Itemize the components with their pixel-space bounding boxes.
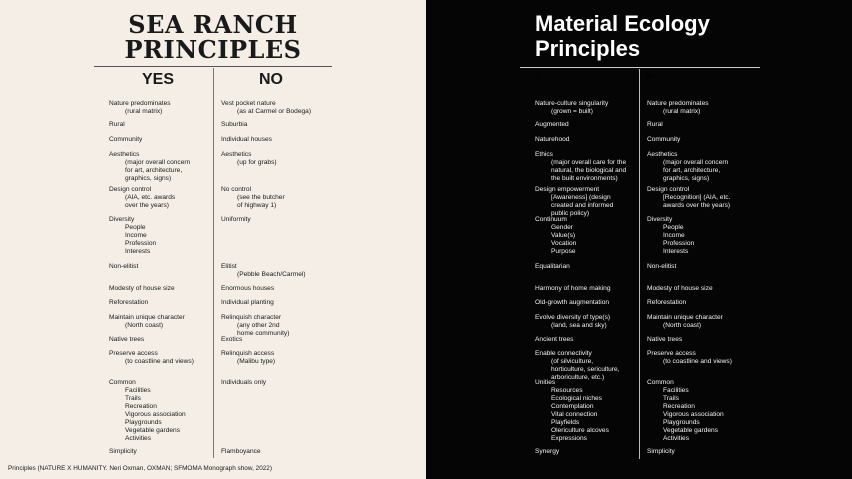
principle-item <box>221 263 306 279</box>
principle-label: Relinquish character <box>221 314 282 321</box>
principle-label: Nature predominates <box>647 100 709 107</box>
principle-detail: Vegetable gardens <box>663 427 718 434</box>
principle-item <box>647 448 675 456</box>
principle-detail: horticulture, sericulture, <box>551 366 620 373</box>
principle-item <box>109 299 148 307</box>
principle-detail: Vigorous association <box>663 411 724 418</box>
principle-item <box>221 186 285 210</box>
material-ecology-column-divider <box>639 69 640 459</box>
principle-item <box>647 285 713 293</box>
principle-label: Relinquish access <box>221 350 275 357</box>
principle-item <box>109 100 171 116</box>
principle-item <box>535 136 569 144</box>
principle-detail: (up for grabs) <box>237 159 277 166</box>
principle-item <box>535 379 609 443</box>
principle-detail: (any other 2nd <box>237 322 280 329</box>
principle-label: Rural <box>647 121 663 128</box>
principle-item <box>647 350 732 366</box>
principle-detail: for art, architecture, <box>663 167 721 174</box>
principle-item <box>221 299 274 307</box>
principle-detail: (rural matrix) <box>125 108 163 115</box>
principle-label: Design control <box>109 186 152 193</box>
principle-label: Old-growth augmentation <box>535 299 610 306</box>
principle-detail: Interests <box>663 248 689 255</box>
principle-detail: natural, the biological and <box>551 167 627 174</box>
principle-detail: Facilities <box>125 387 151 394</box>
principle-item <box>109 263 138 271</box>
principle-label: Evolve diversity of type(s) <box>535 314 611 321</box>
principle-item <box>109 336 144 344</box>
principle-label: Maintain unique character <box>647 314 723 321</box>
principle-detail: (North coast) <box>125 322 164 329</box>
principle-detail: Ecological niches <box>551 395 602 402</box>
principle-detail: Trails <box>125 395 141 402</box>
sea-ranch-title-line1: SEA RANCH <box>128 10 298 39</box>
principle-label: Vest pocket nature <box>221 100 276 107</box>
principle-detail: created and informed <box>551 202 614 209</box>
principle-detail: People <box>663 224 684 231</box>
principle-label: Simplicity <box>647 448 675 455</box>
principle-label: Synergy <box>535 448 560 455</box>
principle-label: Nature-culture singularity <box>535 100 609 107</box>
principle-detail: awards over the years) <box>663 202 731 209</box>
principle-label: Diversity <box>109 216 135 223</box>
principle-detail: Purpose <box>551 248 576 255</box>
principle-label: Augmented <box>535 121 569 128</box>
principle-item <box>221 448 261 456</box>
principle-detail: arboriculture, etc.) <box>551 374 605 381</box>
y-header: Y <box>535 73 540 80</box>
material-ecology-title-line1: Material Ecology <box>535 11 710 36</box>
principle-detail: Profession <box>125 240 157 247</box>
principle-detail: (Pebble Beach/Carmel) <box>237 271 306 278</box>
principle-detail: Activities <box>125 435 152 442</box>
principle-detail: Recreation <box>663 403 695 410</box>
principle-detail: of highway 1) <box>237 202 277 209</box>
yes-header: YES <box>142 71 175 88</box>
principle-label: Non-elitist <box>109 263 139 270</box>
principle-item <box>647 216 694 256</box>
principle-label: Nature predominates <box>109 100 171 107</box>
principle-detail: graphics, signs) <box>125 175 172 182</box>
sea-ranch-divider <box>94 66 332 67</box>
principle-label: Individual planting <box>221 299 274 306</box>
principle-item <box>647 336 682 344</box>
principle-item <box>109 136 142 144</box>
principle-item <box>647 136 680 144</box>
principle-detail: (land, sea and sky) <box>551 322 607 329</box>
principle-detail: for art, architecture, <box>125 167 183 174</box>
principle-item <box>109 216 156 256</box>
principle-detail: Resources <box>551 387 583 394</box>
principle-label: Aesthetics <box>221 151 252 158</box>
sea-ranch-column-divider <box>213 68 214 458</box>
principle-detail: (major overall care for the <box>551 159 627 166</box>
principle-detail: Gender <box>551 224 573 231</box>
principle-item <box>535 121 569 129</box>
principle-item <box>221 121 247 129</box>
principle-item <box>221 285 274 293</box>
principle-label: Preserve access <box>109 350 158 357</box>
principle-item <box>109 314 185 330</box>
principle-item <box>221 216 251 224</box>
principle-detail: [Awareness] (design <box>551 194 611 201</box>
principle-item <box>221 136 272 144</box>
principle-detail: Playfields <box>551 419 580 426</box>
principle-item <box>535 285 611 293</box>
principle-detail: (of silviculture, <box>551 358 594 365</box>
principle-item <box>535 448 559 456</box>
principle-item <box>535 336 573 344</box>
principle-detail: (North coast) <box>663 322 702 329</box>
principle-detail: [Recognition] (AIA, etc. <box>663 194 731 201</box>
principle-item <box>647 151 728 183</box>
principle-detail: (rural matrix) <box>663 108 701 115</box>
principle-label: Community <box>109 136 143 143</box>
principle-label: Modesty of house size <box>109 285 175 292</box>
principle-detail: over the years) <box>125 202 169 209</box>
principle-detail: (to coastline and views) <box>663 358 732 365</box>
principle-label: Exotics <box>221 336 243 343</box>
principle-item <box>535 216 576 256</box>
principle-label: Aesthetics <box>647 151 678 158</box>
principle-item <box>109 285 175 293</box>
principle-item <box>109 350 194 366</box>
principle-detail: Vital connection <box>551 411 598 418</box>
principle-item <box>109 448 137 456</box>
principle-detail: Vegetable gardens <box>125 427 180 434</box>
principle-item <box>647 379 724 443</box>
principle-label: Harmony of home making <box>535 285 611 292</box>
principle-item <box>221 350 275 366</box>
principle-label: Continuum <box>535 216 567 223</box>
principle-detail: Activities <box>663 435 690 442</box>
principle-label: Diversity <box>647 216 673 223</box>
principle-label: Enormous houses <box>221 285 275 292</box>
principle-detail: (Malibu type) <box>237 358 276 365</box>
principle-label: Common <box>647 379 674 386</box>
principle-label: Reforestation <box>647 299 687 306</box>
principle-detail: (grown = built) <box>551 108 593 115</box>
principle-label: Preserve access <box>647 350 696 357</box>
principle-label: Rural <box>109 121 125 128</box>
principle-detail: Recreation <box>125 403 157 410</box>
principle-item <box>221 151 277 167</box>
principle-detail: Facilities <box>663 387 689 394</box>
principle-label: Equalitarian <box>535 263 570 270</box>
principle-label: Naturehood <box>535 136 570 143</box>
n-header: N <box>647 73 653 80</box>
principle-item <box>647 314 723 330</box>
principle-detail: (major overall concern <box>125 159 191 166</box>
principle-detail: Contemplation <box>551 403 594 410</box>
principle-detail: Olericulture alcoves <box>551 427 609 434</box>
principle-label: Community <box>647 136 681 143</box>
principle-detail: public policy) <box>551 210 590 217</box>
principle-item <box>535 186 613 218</box>
principle-detail: Income <box>663 232 685 239</box>
principle-detail: (to coastline and views) <box>125 358 194 365</box>
principle-label: Modesty of house size <box>647 285 713 292</box>
principle-item <box>535 350 620 382</box>
principle-label: Reforestation <box>109 299 149 306</box>
principle-item <box>221 314 289 338</box>
principle-item <box>109 151 190 183</box>
principle-label: Maintain unique character <box>109 314 185 321</box>
principle-label: Individual houses <box>221 136 272 143</box>
principle-detail: Vocation <box>551 240 577 247</box>
principle-label: Aesthetics <box>109 151 140 158</box>
principle-item <box>647 100 709 116</box>
principle-label: Elitist <box>221 263 237 270</box>
principle-item <box>221 100 311 116</box>
principle-label: Simplicity <box>109 448 137 455</box>
caption: Principles (NATURE X HUMANITY. Neri Oxman, OXMAN; SFMOMA Monograph show, 2022) <box>8 465 272 472</box>
principle-detail: (major overall concern <box>663 159 729 166</box>
principle-item <box>221 379 266 387</box>
principle-detail: Interests <box>125 248 151 255</box>
material-ecology-title-line2: Principles <box>535 36 641 61</box>
principle-detail: (AIA, etc. awards <box>125 194 176 201</box>
principle-item <box>647 299 686 307</box>
principle-label: Ancient trees <box>535 336 574 343</box>
principle-detail: Playgrounds <box>125 419 162 426</box>
principle-label: Common <box>109 379 136 386</box>
principle-item <box>647 186 730 210</box>
principle-detail: home community) <box>237 330 290 337</box>
principle-label: Suburbia <box>221 121 248 128</box>
principle-detail: the built environments) <box>551 175 618 182</box>
principle-item <box>647 121 663 129</box>
principle-label: Non-elitist <box>647 263 677 270</box>
principle-item <box>535 314 610 330</box>
material-ecology-divider <box>520 67 760 68</box>
principle-label: Design empowerment <box>535 186 600 193</box>
principle-item <box>109 379 186 443</box>
principle-detail: Income <box>125 232 147 239</box>
principle-item <box>535 299 609 307</box>
principle-item <box>647 263 676 271</box>
no-header: NO <box>259 71 283 88</box>
principle-detail: Playgrounds <box>663 419 700 426</box>
principle-item <box>109 121 125 129</box>
principle-label: Enable connectivity <box>535 350 592 357</box>
principle-label: Design control <box>647 186 690 193</box>
principle-detail: Trails <box>663 395 679 402</box>
principle-label: Unities <box>535 379 556 386</box>
principle-detail: Expressions <box>551 435 587 442</box>
principle-label: Uniformity <box>221 216 251 223</box>
principle-detail: Profession <box>663 240 695 247</box>
principle-item <box>535 100 608 116</box>
principle-detail: graphics, signs) <box>663 175 710 182</box>
principle-item <box>535 151 626 183</box>
principle-detail: Value(s) <box>551 232 576 239</box>
principle-item <box>109 186 175 210</box>
principle-label: Individuals only <box>221 379 267 386</box>
principle-label: Ethics <box>535 151 553 158</box>
principle-label: Flamboyance <box>221 448 261 455</box>
principle-label: Native trees <box>109 336 145 343</box>
principle-detail: Vigorous association <box>125 411 186 418</box>
principle-detail: (as at Carmel or Bodega) <box>237 108 312 115</box>
principle-detail: (see the butcher <box>237 194 285 201</box>
principle-detail: People <box>125 224 146 231</box>
sea-ranch-title-line2: PRINCIPLES <box>124 35 302 64</box>
principle-label: Native trees <box>647 336 683 343</box>
principle-label: No control <box>221 186 252 193</box>
principle-item <box>221 336 242 344</box>
principle-item <box>535 263 570 271</box>
